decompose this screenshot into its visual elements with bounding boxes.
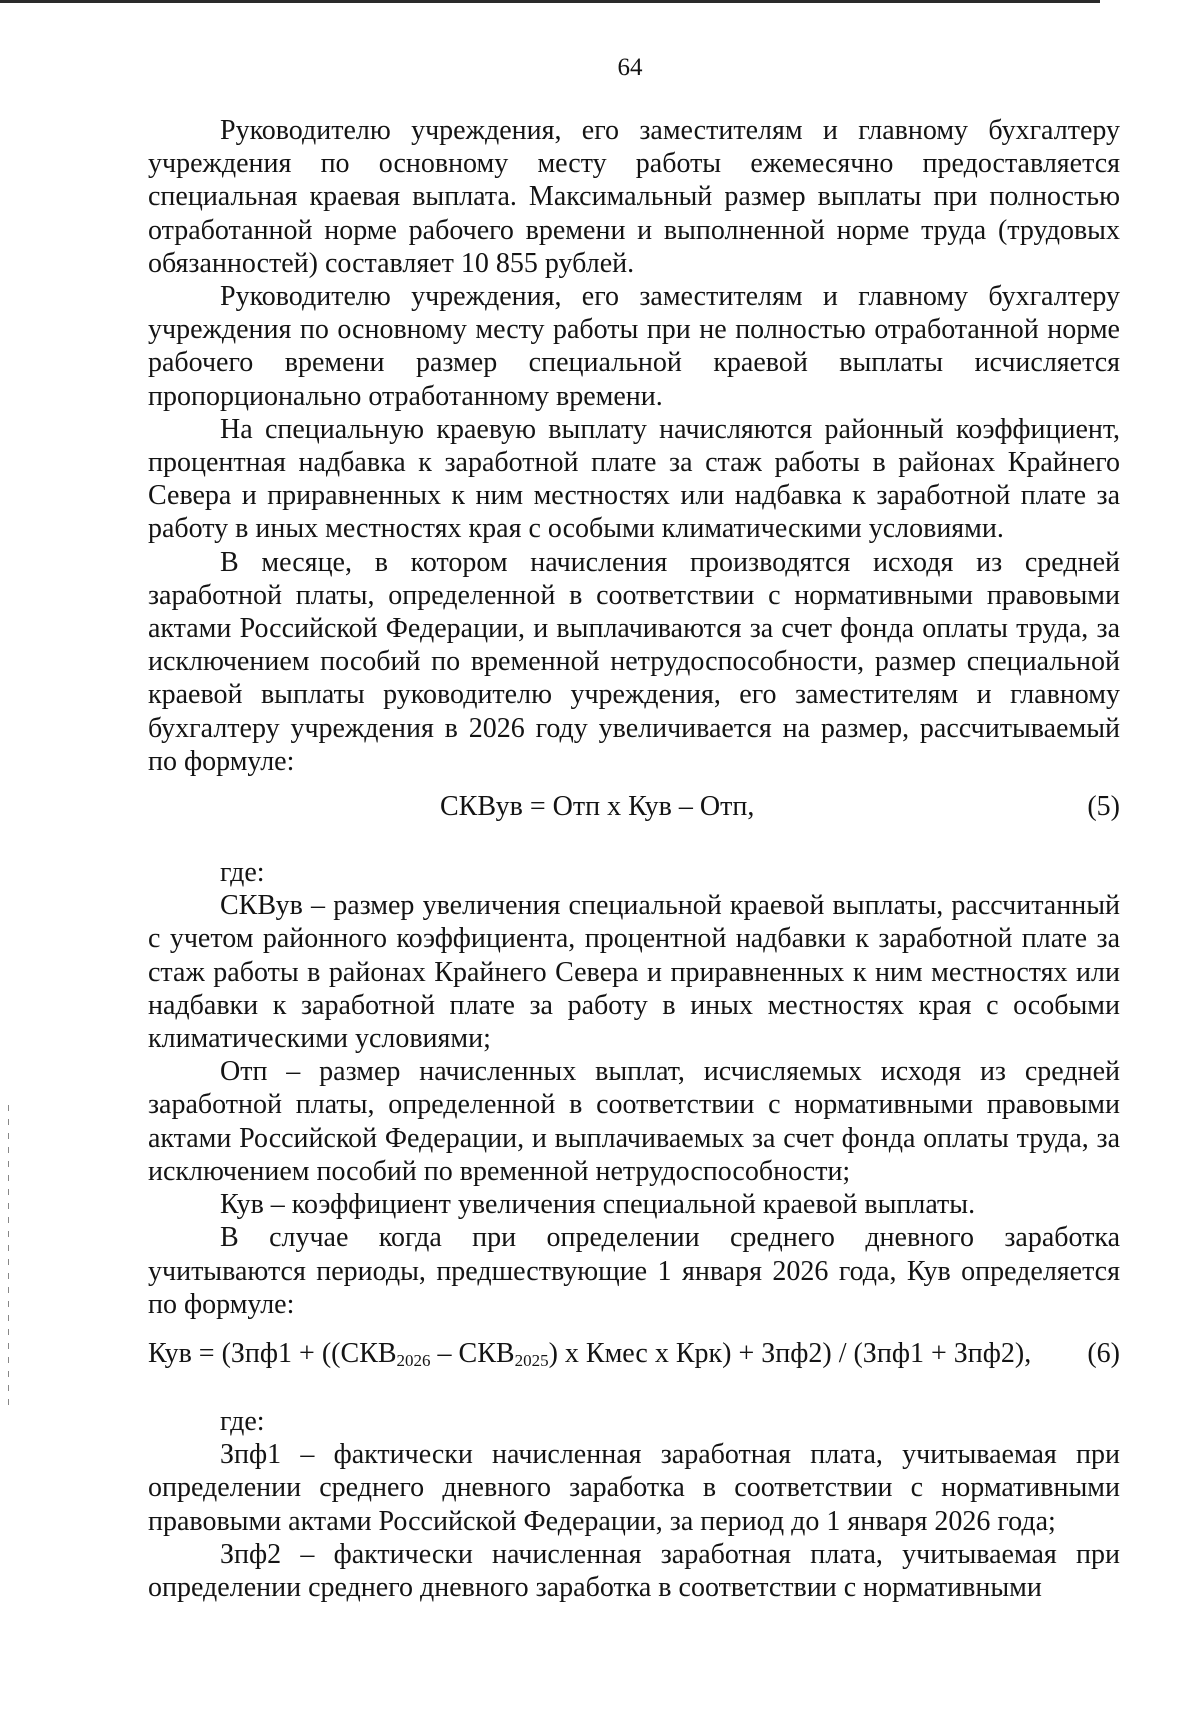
definition-zpf1: Зпф1 – фактически начисленная заработная плата, учитываемая при определении среднего дневного заработка в соответствии с нормативными правовыми актами Российской Федерации, за период до 1 января 2026 года;: [148, 1439, 1120, 1537]
formula-6-expression: [148, 1337, 1031, 1370]
formula-6-subscript-2026: 2026: [396, 1350, 431, 1370]
formula-6-number: (6): [1087, 1337, 1120, 1369]
margin-scan-mark: [8, 1105, 9, 1405]
where-label-1: где:: [220, 857, 265, 889]
formula-6-part-3: ) х Кмес х Крк) + Зпф2) / (Зпф1 + Зпф2),: [548, 1337, 1032, 1369]
formula-5-expression: СКВув = Отп х Кув – Отп,: [440, 791, 755, 823]
formula-6-part-1: Кув = (Зпф1 + ((СКВ: [148, 1337, 397, 1369]
formula-6: [148, 1321, 1120, 1405]
paragraph-special-payment: Руководителю учреждения, его заместителям и главному бухгалтеру учреждения по основному месту работы ежемесячно предоставляется специальная краевая выплата. Максимальный размер выплаты при полностью отработанной норме рабочего времени и выполненной норме труда (трудовых обязанностей) составляет 10 855 рублей.: [148, 115, 1120, 279]
formula-6-part-2: – СКВ: [430, 1337, 515, 1369]
page-number: 64: [617, 54, 643, 81]
formula-5-number: (5): [1087, 791, 1120, 823]
definition-skvuv: СКВув – размер увеличения специальной краевой выплаты, рассчитанный с учетом районного коэффициента, процентной надбавки к заработной плате за стаж работы в районах Крайнего Севера и приравненных к ним местностях или надбавки к заработной плате за работу в иных местностях края с особыми климатическими условиями;: [148, 890, 1120, 1055]
paragraph-average-wage-month: В месяце, в котором начисления производятся исходя из средней заработной платы, определенной в соответствии с нормативными правовыми актами Российской Федерации, и выплачиваются за счет фонда оплаты труда, за исключением пособий по временной нетрудоспособности, размер специальной краевой выплаты руководителю учреждения, его заместителям и главному бухгалтеру учреждения в 2026 году увеличивается на размер, рассчитываемый по формуле:: [148, 546, 1120, 777]
document-body: [148, 114, 1120, 1604]
top-border-line: [0, 0, 1100, 3]
formula-5: [148, 778, 1120, 856]
paragraph-case-before-2026: В случае когда при определении среднего дневного заработка учитываются периоды, предшествующие 1 января 2026 года, Кув определяется по формуле:: [148, 1222, 1120, 1320]
where-label-2: где:: [220, 1405, 265, 1437]
paragraph-coefficients: На специальную краевую выплату начисляются районный коэффициент, процентная надбавка к заработной плате за стаж работы в районах Крайнего Севера и приравненных к ним местностях или надбавка к заработной плате за работу в иных местностях края с особыми климатическими условиями.: [148, 413, 1120, 545]
definition-kuv: Кув – коэффициент увеличения специальной краевой выплаты.: [220, 1189, 976, 1221]
definition-otp: Отп – размер начисленных выплат, исчисляемых исходя из средней заработной платы, определенной в соответствии с нормативными правовыми актами Российской Федерации, и выплачиваемых за счет фонда оплаты труда, за исключением пособий по временной нетрудоспособности;: [148, 1056, 1120, 1187]
definition-zpf2: Зпф2 – фактически начисленная заработная плата, учитываемая при определении среднего дневного заработка в соответствии с нормативными: [148, 1538, 1120, 1603]
formula-6-subscript-2025: 2025: [514, 1350, 549, 1370]
paragraph-partial-norm: Руководителю учреждения, его заместителям и главному бухгалтеру учреждения по основному месту работы при не полностью отработанной норме рабочего времени размер специальной краевой выплаты исчисляется пропорционально отработанному времени.: [148, 281, 1120, 412]
